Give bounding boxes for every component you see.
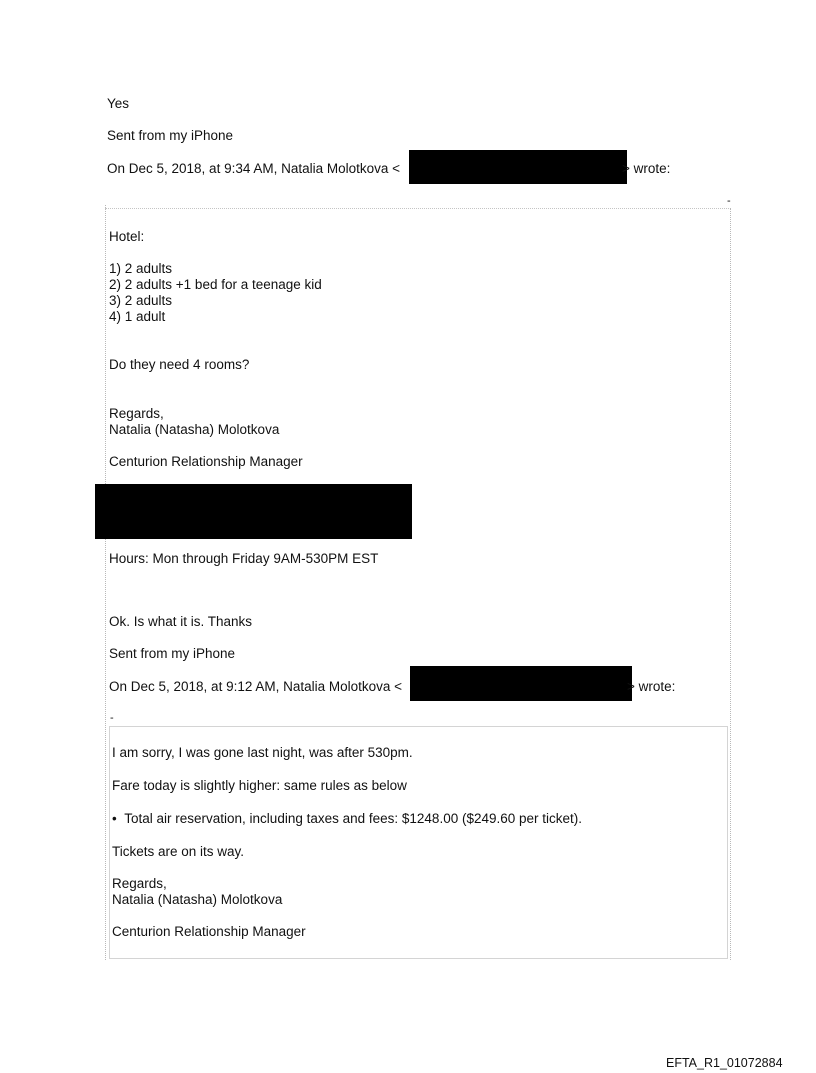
sent-from-iphone-2: Sent from my iPhone bbox=[109, 646, 236, 661]
sender-name-1: Natalia (Natasha) Molotkova bbox=[109, 422, 280, 437]
closing-regards-2: Regards, bbox=[112, 876, 167, 891]
air-total-item bbox=[112, 811, 582, 827]
separator-1: - bbox=[727, 195, 731, 207]
tickets-note: Tickets are on its way. bbox=[112, 844, 245, 859]
quote-border-left bbox=[105, 205, 106, 960]
attribution-prefix-2: On Dec 5, 2018, at 9:12 AM, Natalia Molotkova < bbox=[109, 679, 403, 694]
business-hours: Hours: Mon through Friday 9AM-530PM EST bbox=[109, 551, 379, 566]
bullet: • bbox=[112, 811, 117, 826]
attribution-line-1 bbox=[107, 161, 400, 177]
separator-2: - bbox=[110, 712, 114, 724]
attribution-prefix-1: On Dec 5, 2018, at 9:34 AM, Natalia Molotkova < bbox=[107, 161, 401, 176]
redaction-email-1 bbox=[409, 150, 627, 184]
sender-name-2: Natalia (Natasha) Molotkova bbox=[112, 892, 283, 907]
reply-text-yes: Yes bbox=[107, 96, 130, 111]
quote-border-top bbox=[105, 208, 731, 209]
room-item: 4) 1 adult bbox=[109, 309, 166, 324]
document-id: EFTA_R1_01072884 bbox=[666, 1056, 783, 1070]
sender-title-2: Centurion Relationship Manager bbox=[112, 924, 306, 939]
apology-text: I am sorry, I was gone last night, was after 530pm. bbox=[112, 745, 413, 760]
room-item: 3) 2 adults bbox=[109, 293, 173, 308]
attribution-suffix-2: > wrote: bbox=[627, 679, 676, 694]
reply-text-ok: Ok. Is what it is. Thanks bbox=[109, 614, 253, 629]
hotel-label: Hotel: bbox=[109, 229, 145, 244]
redaction-contact-block bbox=[95, 484, 412, 539]
fare-note: Fare today is slightly higher: same rules as below bbox=[112, 778, 407, 793]
quote-border-right bbox=[730, 208, 731, 960]
redaction-email-2 bbox=[410, 666, 632, 701]
sender-title-1: Centurion Relationship Manager bbox=[109, 454, 303, 469]
closing-regards-1: Regards, bbox=[109, 406, 164, 421]
attribution-suffix-1: > wrote: bbox=[622, 161, 671, 176]
room-item: 2) 2 adults +1 bed for a teenage kid bbox=[109, 277, 322, 292]
sent-from-iphone-1: Sent from my iPhone bbox=[107, 128, 234, 143]
room-list bbox=[109, 261, 322, 325]
attribution-line-2 bbox=[109, 679, 402, 695]
room-item: 1) 2 adults bbox=[109, 261, 173, 276]
rooms-question: Do they need 4 rooms? bbox=[109, 357, 250, 372]
air-total-text: Total air reservation, including taxes and fees: $1248.00 ($249.60 per ticket). bbox=[124, 811, 583, 826]
